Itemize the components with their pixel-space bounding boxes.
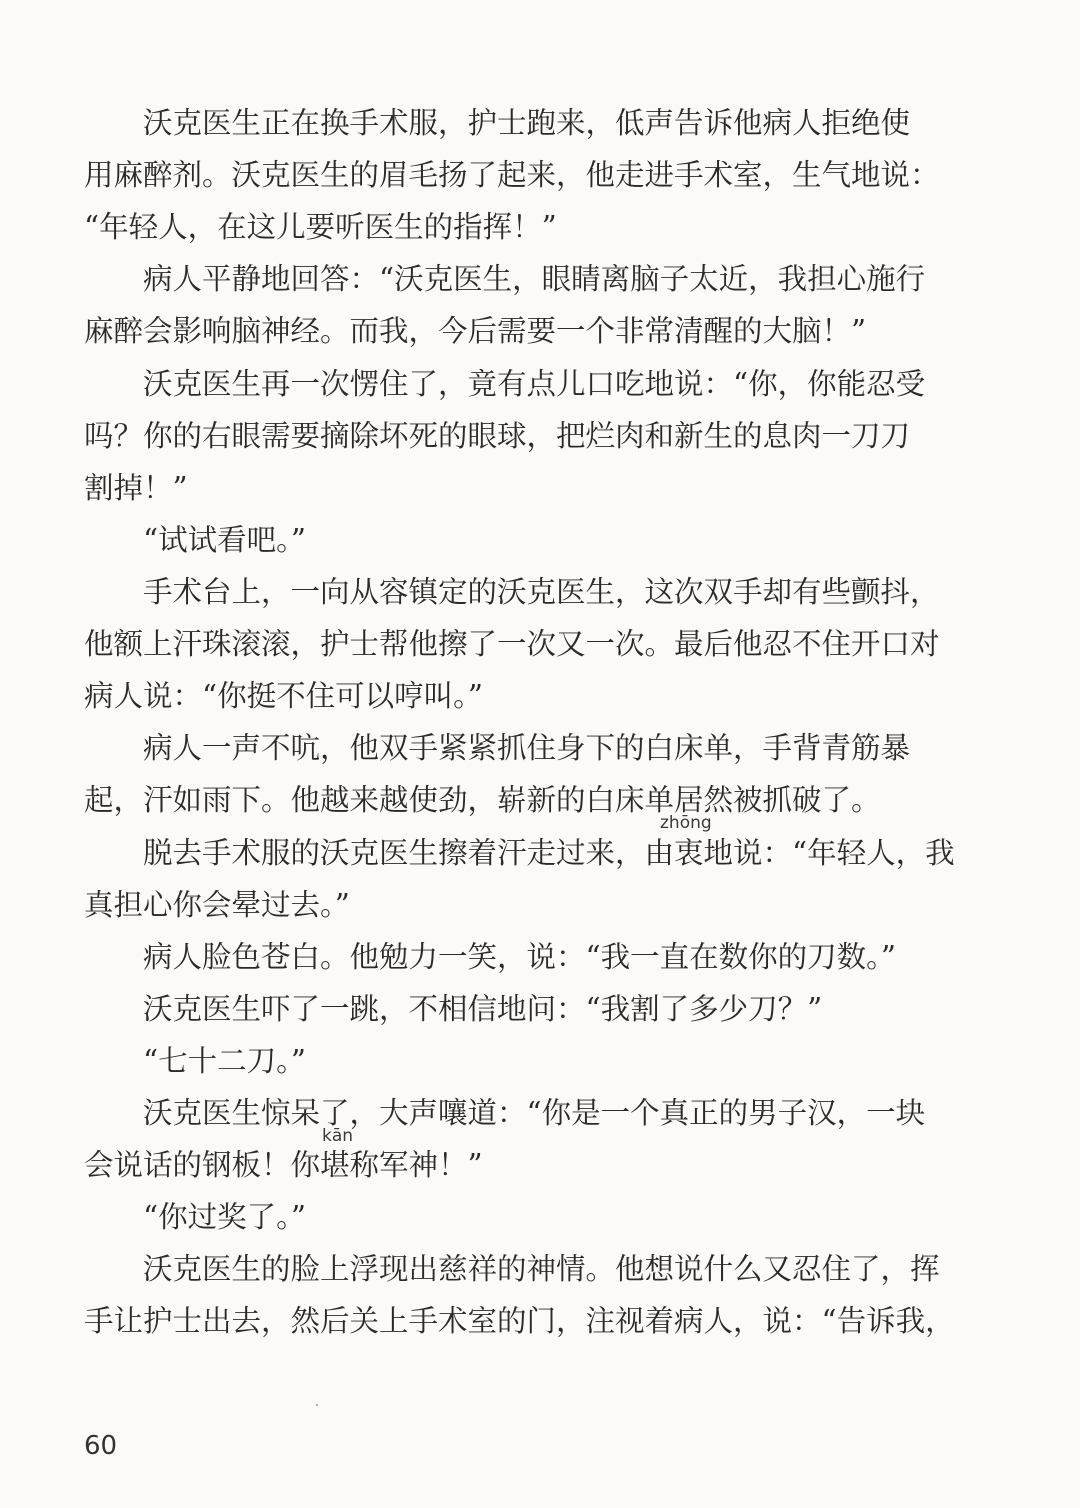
text-line: “年轻人，在这儿要听医生的指挥！” [84, 210, 557, 244]
text-line: 真担心你会晕过去。” [84, 888, 350, 922]
text-line: 麻醉会影响脑神经。而我，今后需要一个非常清醒的大脑！” [84, 314, 867, 348]
text-line: 手术台上，一向从容镇定的沃克医生，这次双手却有些颤抖， [143, 575, 940, 609]
text-line: 吗？你的右眼需要摘除坏死的眼球，把烂肉和新生的息肉一刀刀 [84, 419, 911, 453]
text-line: 病人平静地回答：“沃克医生，眼睛离脑子太近，我担心施行 [143, 262, 926, 296]
text-line: “七十二刀。” [143, 1044, 306, 1078]
pinyin-annotation: zhōng [660, 813, 712, 833]
text-line: 沃克医生惊呆了，大声嚷道：“你是一个真正的男子汉，一块 [143, 1096, 926, 1130]
text-line: 病人一声不吭，他双手紧紧抓住身下的白床单，手背青筋暴 [143, 731, 911, 765]
text-line: “试试看吧。” [143, 523, 306, 557]
text-line: 起，汗如雨下。他越来越使劲，崭新的白床单居然被抓破了。 [84, 783, 881, 817]
paper-speck [316, 1404, 318, 1406]
text-line: 他额上汗珠滚滚，护士帮他擦了一次又一次。最后他忍不住开口对 [84, 627, 940, 661]
text-line: 沃克医生吓了一跳，不相信地问：“我割了多少刀？” [143, 992, 823, 1026]
text-line: 病人说：“你挺不住可以哼叫。” [84, 679, 483, 713]
text-line: 病人脸色苍白。他勉力一笑，说：“我一直在数你的刀数。” [143, 940, 896, 974]
text-line: 用麻醉剂。沃克医生的眉毛扬了起来，他走进手术室，生气地说： [84, 158, 940, 192]
text-line: 会说话的钢板！你堪称军神！” [84, 1148, 483, 1182]
text-line: 脱去手术服的沃克医生擦着汗走过来，由衷地说：“年轻人，我 [143, 836, 955, 870]
page-number: 60 [84, 1431, 118, 1461]
text-line: 手让护士出去，然后关上手术室的门，注视着病人，说：“告诉我， [84, 1304, 955, 1338]
text-line: 割掉！” [84, 471, 188, 505]
text-line: 沃克医生正在换手术服，护士跑来，低声告诉他病人拒绝使 [143, 106, 911, 140]
text-line: 沃克医生再一次愣住了，竟有点儿口吃地说：“你，你能忍受 [143, 367, 926, 401]
pinyin-annotation: kān [322, 1126, 354, 1146]
text-line: “你过奖了。” [143, 1200, 306, 1234]
text-line: 沃克医生的脸上浮现出慈祥的神情。他想说什么又忍住了，挥 [143, 1252, 940, 1286]
